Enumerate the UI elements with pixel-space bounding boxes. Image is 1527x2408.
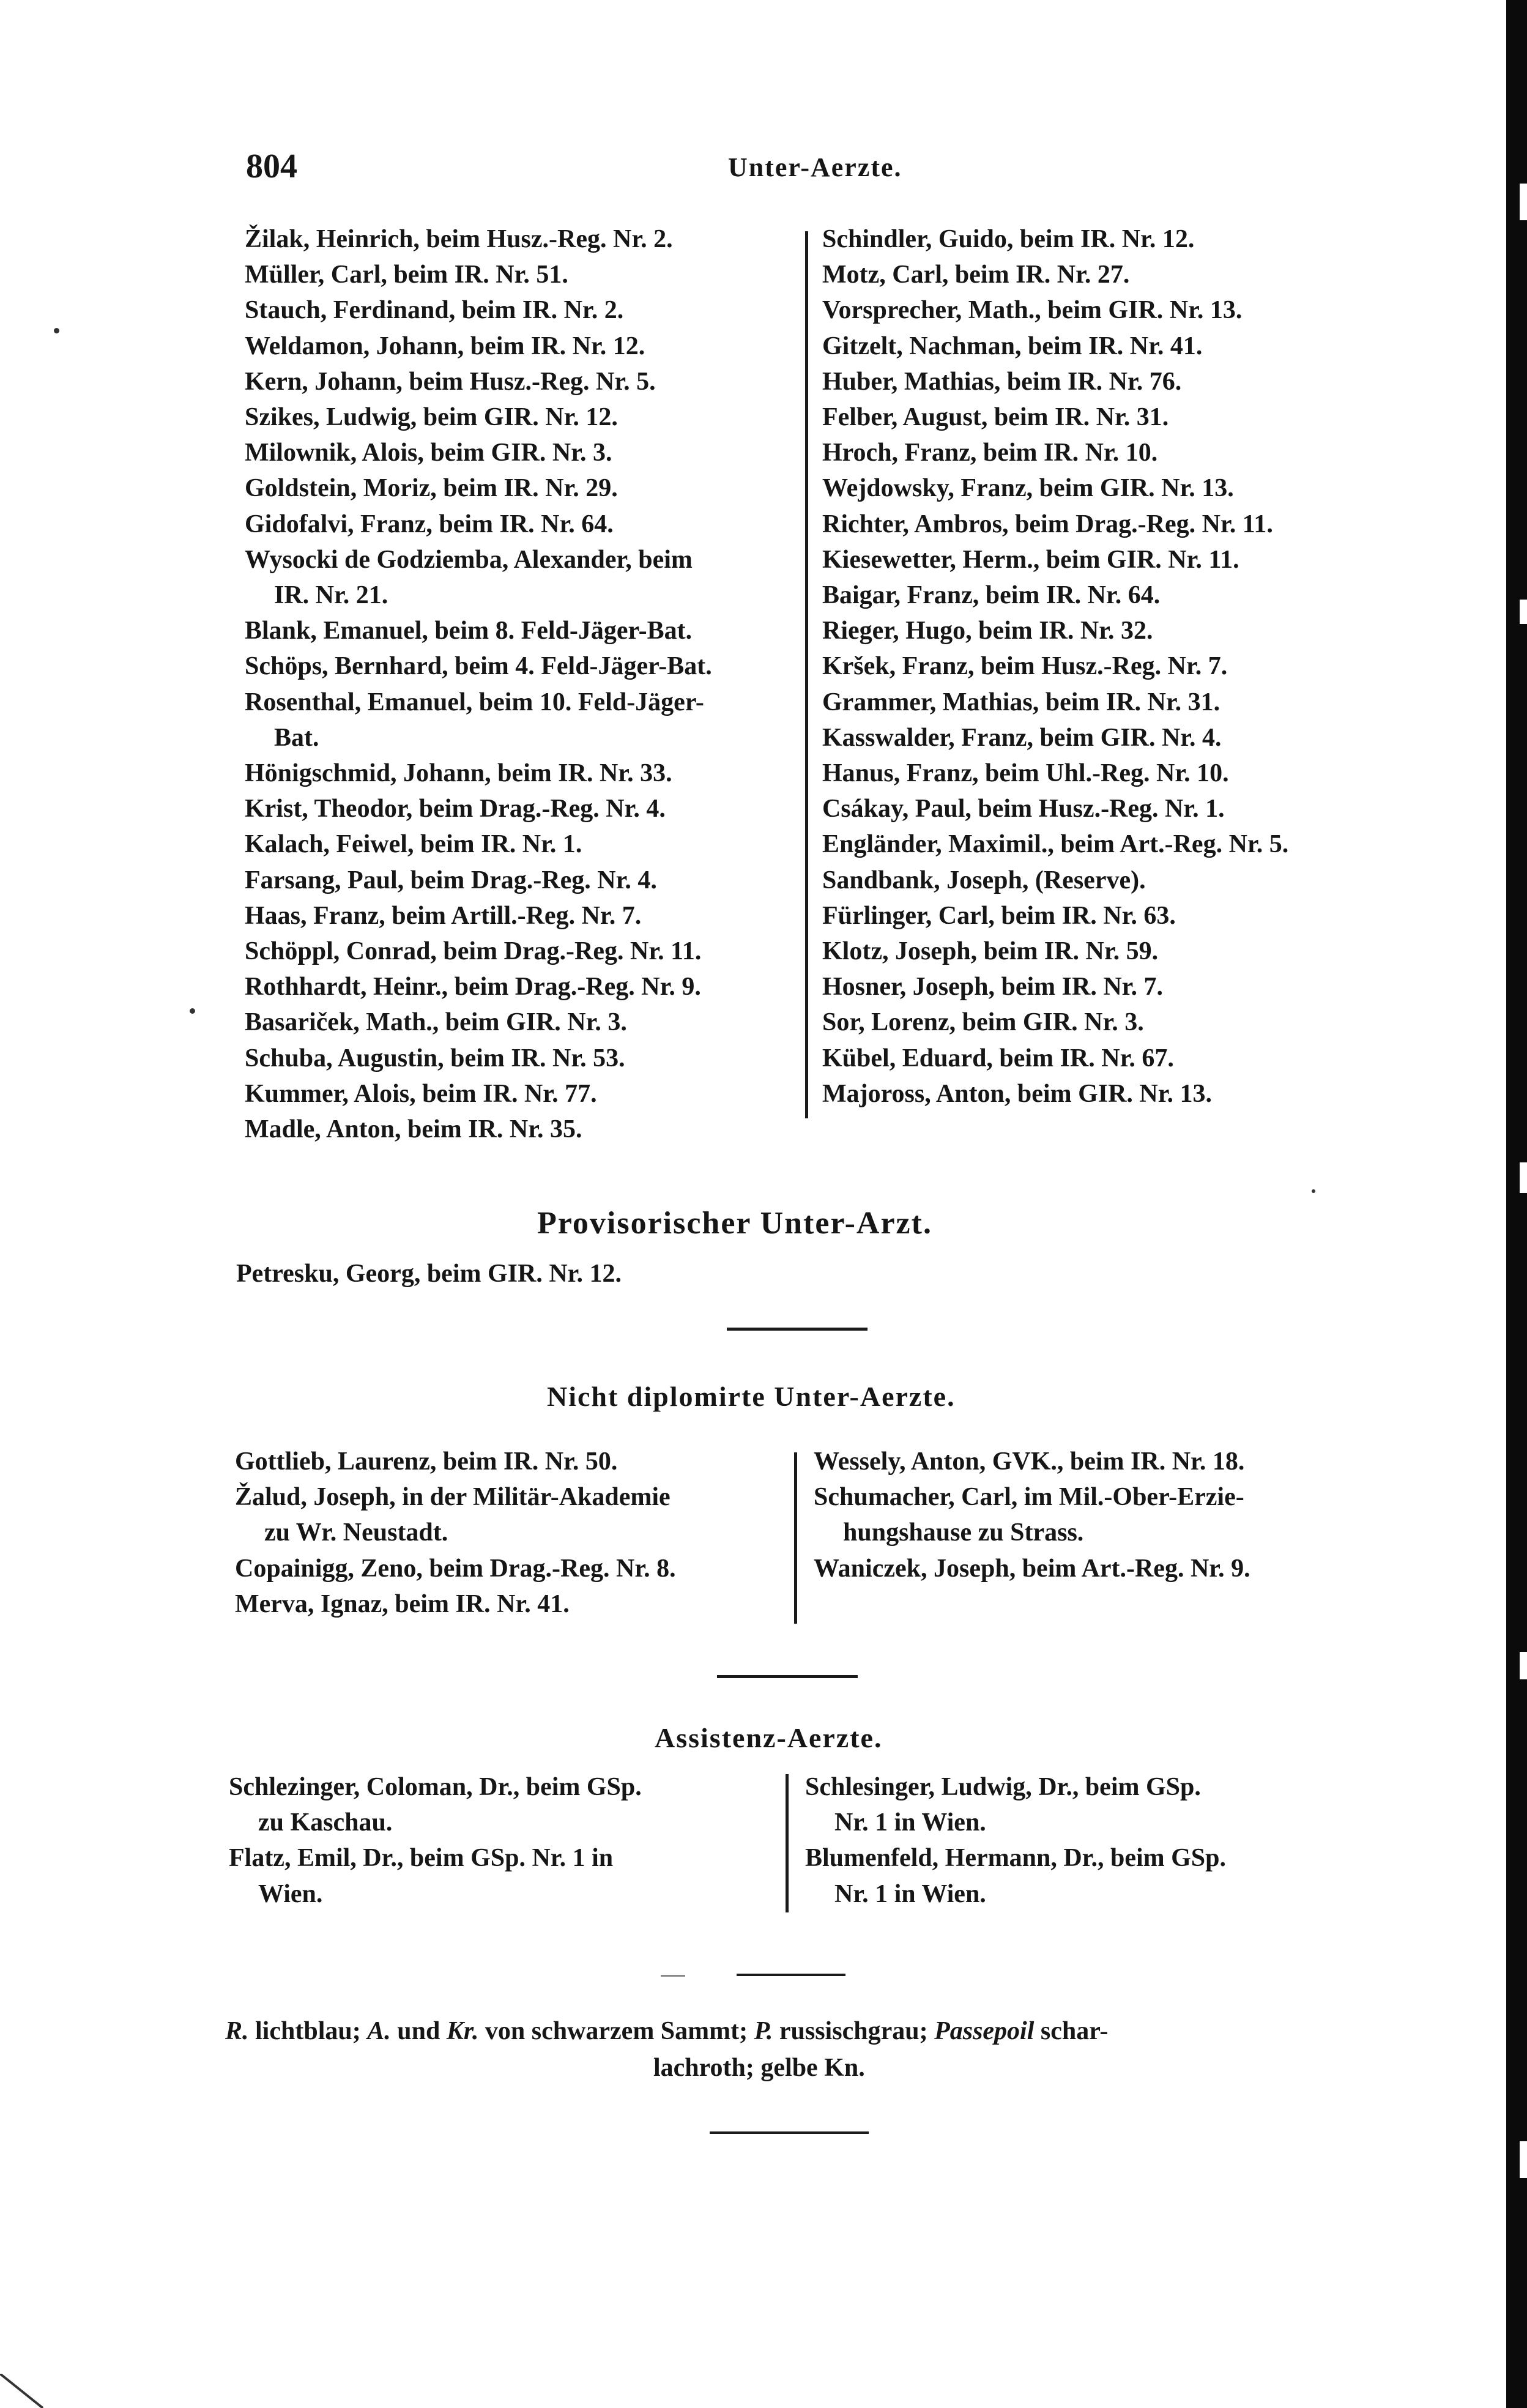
paper-speck bbox=[190, 1008, 195, 1014]
entry-line: Haas, Franz, beim Artill.-Reg. Nr. 7. bbox=[245, 901, 642, 930]
entry-line: Blank, Emanuel, beim 8. Feld-Jäger-Bat. bbox=[245, 617, 693, 645]
entry-line: Majoross, Anton, beim GIR. Nr. 13. bbox=[822, 1079, 1213, 1108]
entry-line: Hroch, Franz, beim IR. Nr. 10. bbox=[822, 439, 1158, 467]
entry-line: Kalach, Feiwel, beim IR. Nr. 1. bbox=[245, 830, 582, 859]
entry-line: Schumacher, Carl, im Mil.-Ober-Erzie- bbox=[814, 1483, 1244, 1512]
assistenz-title: Assistenz-Aerzte. bbox=[655, 1722, 883, 1753]
passepoil-text-1: schar- bbox=[1040, 2017, 1109, 2045]
section-divider-rule bbox=[727, 1328, 868, 1331]
entry-line: Hönigschmid, Johann, beim IR. Nr. 33. bbox=[245, 759, 672, 788]
unter-aerzte-left-column bbox=[245, 221, 712, 1147]
column-divider bbox=[794, 1452, 797, 1624]
nicht-diplomirte-left-column bbox=[235, 1444, 676, 1622]
entry-line: Kasswalder, Franz, beim GIR. Nr. 4. bbox=[822, 723, 1222, 752]
entry-line: Motz, Carl, beim IR. Nr. 27. bbox=[822, 261, 1130, 289]
entry-continuation: zu Wr. Neustadt. bbox=[264, 1518, 448, 1547]
uniform-note-line-2: lachroth; gelbe Kn. bbox=[653, 2054, 865, 2082]
entry-line: Kern, Johann, beim Husz.-Reg. Nr. 5. bbox=[245, 367, 656, 396]
paper-speck bbox=[1312, 1189, 1315, 1193]
page-edge-shadow bbox=[1506, 0, 1527, 2408]
column-divider bbox=[786, 1774, 789, 1912]
entry-continuation: Bat. bbox=[274, 723, 319, 752]
und-text: und bbox=[397, 2017, 440, 2045]
entry-line: Gottlieb, Laurenz, beim IR. Nr. 50. bbox=[235, 1447, 618, 1476]
entry-line: Wessely, Anton, GVK., beim IR. Nr. 18. bbox=[814, 1447, 1245, 1476]
page-number: 804 bbox=[246, 147, 297, 185]
entry-line: Žalud, Joseph, in der Militär-Akademie bbox=[235, 1483, 671, 1512]
entry-line: Rosenthal, Emanuel, beim 10. Feld-Jäger- bbox=[245, 688, 704, 716]
paper-speck bbox=[54, 328, 59, 333]
entry-line: Hanus, Franz, beim Uhl.-Reg. Nr. 10. bbox=[822, 759, 1229, 788]
entry-line: Grammer, Mathias, beim IR. Nr. 31. bbox=[822, 688, 1220, 716]
running-title: Unter-Aerzte. bbox=[728, 152, 902, 182]
entry-line: Waniczek, Joseph, beim Art.-Reg. Nr. 9. bbox=[814, 1554, 1250, 1583]
entry-line: Kübel, Eduard, beim IR. Nr. 67. bbox=[822, 1044, 1174, 1072]
nicht-diplomirte-right-column bbox=[814, 1444, 1250, 1586]
entry-line: Krist, Theodor, beim Drag.-Reg. Nr. 4. bbox=[245, 795, 666, 823]
p-text: russischgrau; bbox=[779, 2017, 928, 2045]
entry-continuation: Wien. bbox=[258, 1879, 323, 1908]
entry-line: Müller, Carl, beim IR. Nr. 51. bbox=[245, 261, 568, 289]
entry-line: Rothhardt, Heinr., beim Drag.-Reg. Nr. 9. bbox=[245, 973, 701, 1001]
page-corner-fold bbox=[0, 2374, 49, 2408]
entry-line: Szikes, Ludwig, beim GIR. Nr. 12. bbox=[245, 403, 618, 432]
entry-line: Klotz, Joseph, beim IR. Nr. 59. bbox=[822, 937, 1159, 966]
section-divider-rule bbox=[717, 1675, 858, 1678]
entry-line: Engländer, Maximil., beim Art.-Reg. Nr. 5. bbox=[822, 830, 1289, 859]
ornament-rule bbox=[737, 1974, 845, 1976]
entry-line: Richter, Ambros, beim Drag.-Reg. Nr. 11. bbox=[822, 510, 1273, 538]
entry-continuation: IR. Nr. 21. bbox=[274, 581, 388, 610]
end-ornament-rule bbox=[710, 2131, 869, 2134]
a-abbr: A. bbox=[367, 2017, 391, 2045]
entry-line: Kiesewetter, Herm., beim GIR. Nr. 11. bbox=[822, 545, 1239, 574]
nicht-diplomirte-title: Nicht diplomirte Unter-Aerzte. bbox=[547, 1381, 956, 1412]
entry-line: Sandbank, Joseph, (Reserve). bbox=[822, 866, 1146, 894]
entry-line: Žilak, Heinrich, beim Husz.-Reg. Nr. 2. bbox=[245, 225, 673, 253]
entry-line: Baigar, Franz, beim IR. Nr. 64. bbox=[822, 581, 1161, 610]
entry-line: Madle, Anton, beim IR. Nr. 35. bbox=[245, 1115, 582, 1144]
entry-line: Schlezinger, Coloman, Dr., beim GSp. bbox=[229, 1773, 642, 1801]
entry-line: Blumenfeld, Hermann, Dr., beim GSp. bbox=[805, 1844, 1226, 1873]
entry-line: Goldstein, Moriz, beim IR. Nr. 29. bbox=[245, 474, 618, 503]
entry-line: Rieger, Hugo, beim IR. Nr. 32. bbox=[822, 617, 1153, 645]
entry-line: Kummer, Alois, beim IR. Nr. 77. bbox=[245, 1079, 597, 1108]
entry-continuation: Nr. 1 in Wien. bbox=[834, 1808, 986, 1837]
passepoil-word: Passepoil bbox=[934, 2017, 1035, 2045]
r-text: lichtblau; bbox=[255, 2017, 361, 2045]
provisorischer-entry: Petresku, Georg, beim GIR. Nr. 12. bbox=[236, 1260, 622, 1288]
entry-line: Stauch, Ferdinand, beim IR. Nr. 2. bbox=[245, 296, 624, 325]
entry-line: Schindler, Guido, beim IR. Nr. 12. bbox=[822, 225, 1195, 253]
entry-line: Wejdowsky, Franz, beim GIR. Nr. 13. bbox=[822, 474, 1234, 503]
entry-line: Flatz, Emil, Dr., beim GSp. Nr. 1 in bbox=[229, 1844, 614, 1873]
entry-line: Gidofalvi, Franz, beim IR. Nr. 64. bbox=[245, 510, 614, 538]
entry-continuation: zu Kaschau. bbox=[258, 1808, 393, 1837]
r-abbr: R. bbox=[225, 2017, 249, 2045]
entry-continuation: hungshause zu Strass. bbox=[843, 1518, 1084, 1547]
provisorischer-title: Provisorischer Unter-Arzt. bbox=[537, 1206, 932, 1241]
entry-line: Merva, Ignaz, beim IR. Nr. 41. bbox=[235, 1589, 570, 1618]
unter-aerzte-right-column bbox=[822, 221, 1288, 1112]
entry-line: Gitzelt, Nachman, beim IR. Nr. 41. bbox=[822, 332, 1203, 360]
entry-line: Copainigg, Zeno, beim Drag.-Reg. Nr. 8. bbox=[235, 1554, 676, 1583]
entry-line: Sor, Lorenz, beim GIR. Nr. 3. bbox=[822, 1008, 1144, 1037]
ornament-rule-faint bbox=[661, 1975, 685, 1977]
entry-line: Huber, Mathias, beim IR. Nr. 76. bbox=[822, 367, 1182, 396]
entry-continuation: Nr. 1 in Wien. bbox=[834, 1879, 986, 1908]
column-divider bbox=[805, 231, 808, 1118]
entry-line: Basariček, Math., beim GIR. Nr. 3. bbox=[245, 1008, 627, 1037]
entry-line: Csákay, Paul, beim Husz.-Reg. Nr. 1. bbox=[822, 795, 1225, 823]
assistenz-left-column bbox=[229, 1769, 773, 1912]
entry-line: Farsang, Paul, beim Drag.-Reg. Nr. 4. bbox=[245, 866, 657, 894]
entry-line: Hosner, Joseph, beim IR. Nr. 7. bbox=[822, 973, 1163, 1001]
kr-text: von schwarzem Sammt; bbox=[485, 2017, 748, 2045]
uniform-note bbox=[225, 2013, 1388, 2086]
uniform-note-line-1 bbox=[225, 2013, 1388, 2049]
entry-line: Schöps, Bernhard, beim 4. Feld-Jäger-Bat. bbox=[245, 652, 712, 681]
entry-line: Kršek, Franz, beim Husz.-Reg. Nr. 7. bbox=[822, 652, 1228, 681]
entry-line: Wysocki de Godziemba, Alexander, beim bbox=[245, 545, 693, 574]
entry-line: Schöppl, Conrad, beim Drag.-Reg. Nr. 11. bbox=[245, 937, 702, 966]
entry-line: Milownik, Alois, beim GIR. Nr. 3. bbox=[245, 439, 612, 467]
entry-line: Schuba, Augustin, beim IR. Nr. 53. bbox=[245, 1044, 625, 1072]
entry-line: Fürlinger, Carl, beim IR. Nr. 63. bbox=[822, 901, 1176, 930]
entry-line: Schlesinger, Ludwig, Dr., beim GSp. bbox=[805, 1773, 1201, 1801]
p-abbr: P. bbox=[754, 2017, 773, 2045]
entry-line: Felber, August, beim IR. Nr. 31. bbox=[822, 403, 1169, 432]
assistenz-right-column bbox=[805, 1769, 1356, 1912]
entry-line: Vorsprecher, Math., beim GIR. Nr. 13. bbox=[822, 296, 1243, 325]
entry-line: Weldamon, Johann, beim IR. Nr. 12. bbox=[245, 332, 645, 360]
kr-abbr: Kr. bbox=[446, 2017, 479, 2045]
